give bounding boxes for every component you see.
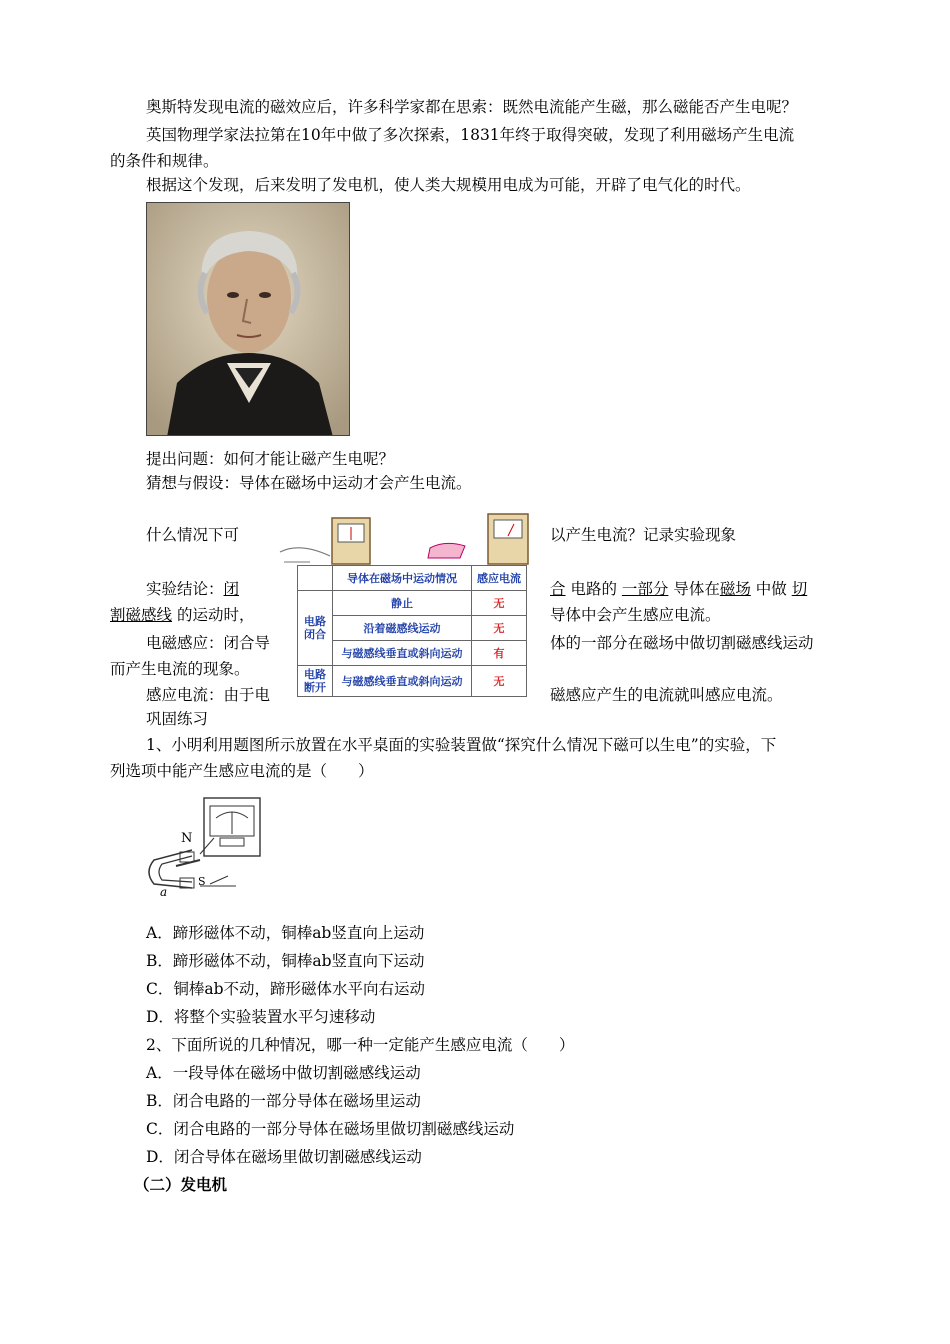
conclusion-line2-right: 导体中会产生感应电流。 xyxy=(550,606,721,624)
em-induction-right: 体的一部分在磁场中做切割磁感线运动 xyxy=(550,634,814,652)
q1-option-c: C．铜棒ab不动，蹄形磁体水平向右运动 xyxy=(146,980,426,998)
closed-circuit-label: 电路闭合 xyxy=(298,591,333,666)
question-1-line2: 列选项中能产生感应电流的是（ ） xyxy=(110,762,374,780)
table-row-current: 无 xyxy=(472,591,527,616)
paragraph-faraday-2: 的条件和规律。 xyxy=(110,152,219,170)
what-situation-left: 什么情况下可 xyxy=(146,526,240,544)
q1-option-b: B．蹄形磁体不动，铜棒ab竖直向下运动 xyxy=(146,952,425,970)
what-situation-right: 以产生电流？记录实验现象 xyxy=(550,526,737,544)
q1-option-a: A．蹄形磁体不动，铜棒ab竖直向上运动 xyxy=(146,924,425,942)
hypothesis-text: 猜想与假设：导体在磁场中运动才会产生电流。 xyxy=(146,474,472,492)
question-1-figure xyxy=(140,794,270,902)
q2-option-c: C．闭合电路的一部分导体在磁场里做切割磁感线运动 xyxy=(146,1120,515,1138)
table-row-current: 无 xyxy=(472,616,527,641)
conclusion-line2-left: 割磁感线 的运动时， xyxy=(110,606,255,624)
header-current: 感应电流 xyxy=(472,566,527,591)
header-motion: 导体在磁场中运动情况 xyxy=(333,566,472,591)
question-1-line1: 1、小明利用题图所示放置在水平桌面的实验装置做“探究什么情况下磁可以生电”的实验，下 xyxy=(146,736,777,754)
table-row-motion: 静止 xyxy=(333,591,472,616)
induced-current-right: 磁感应产生的电流就叫感应电流。 xyxy=(550,686,783,704)
paragraph-faraday-1: 英国物理学家法拉第在10年中做了多次探索，1831年终于取得突破，发现了利用磁场产生电流 xyxy=(146,126,795,144)
induced-current-left: 感应电流：由于电 xyxy=(146,686,271,704)
q1-option-d: D．将整个实验装置水平匀速移动 xyxy=(146,1008,376,1026)
table-row-current: 无 xyxy=(472,666,527,697)
q2-option-a: A．一段导体在磁场中做切割磁感线运动 xyxy=(146,1064,421,1082)
em-induction-left: 电磁感应：闭合导 xyxy=(146,634,271,652)
question-text: 提出问题：如何才能让磁产生电呢？ xyxy=(146,450,395,468)
paragraph-generator: 根据这个发现，后来发明了发电机，使人类大规模用电成为可能，开辟了电气化的时代。 xyxy=(146,176,751,194)
em-induction-line2: 而产生电流的现象。 xyxy=(110,660,250,678)
conclusion-right: 合 电路的 一部分 导体在磁场 中做 切 xyxy=(550,580,808,598)
q2-option-d: D．闭合导体在磁场里做切割磁感线运动 xyxy=(146,1148,422,1166)
table-row-motion: 沿着磁感线运动 xyxy=(333,616,472,641)
experiment-results-table xyxy=(297,565,527,697)
paragraph-oersted: 奥斯特发现电流的磁效应后，许多科学家都在思索：既然电流能产生磁，那么磁能否产生电呢？ xyxy=(146,98,798,116)
table-row-motion: 与磁感线垂直或斜向运动 xyxy=(333,666,472,697)
question-2: 2、下面所说的几种情况，哪一种一定能产生感应电流（ ） xyxy=(146,1036,575,1054)
table-row-motion: 与磁感线垂直或斜向运动 xyxy=(333,641,472,666)
magnet-n-label: N xyxy=(181,831,193,846)
rod-a-label: a xyxy=(160,885,168,899)
magnet-s-label: S xyxy=(198,875,206,888)
practice-heading: 巩固练习 xyxy=(146,710,209,728)
faraday-portrait xyxy=(146,202,350,436)
conclusion-left: 实验结论：闭 xyxy=(146,580,240,598)
section-heading-generator: （二）发电机 xyxy=(134,1175,228,1194)
q2-option-b: B．闭合电路的一部分导体在磁场里运动 xyxy=(146,1092,421,1110)
open-circuit-label: 电路断开 xyxy=(298,666,333,697)
table-row-current: 有 xyxy=(472,641,527,666)
